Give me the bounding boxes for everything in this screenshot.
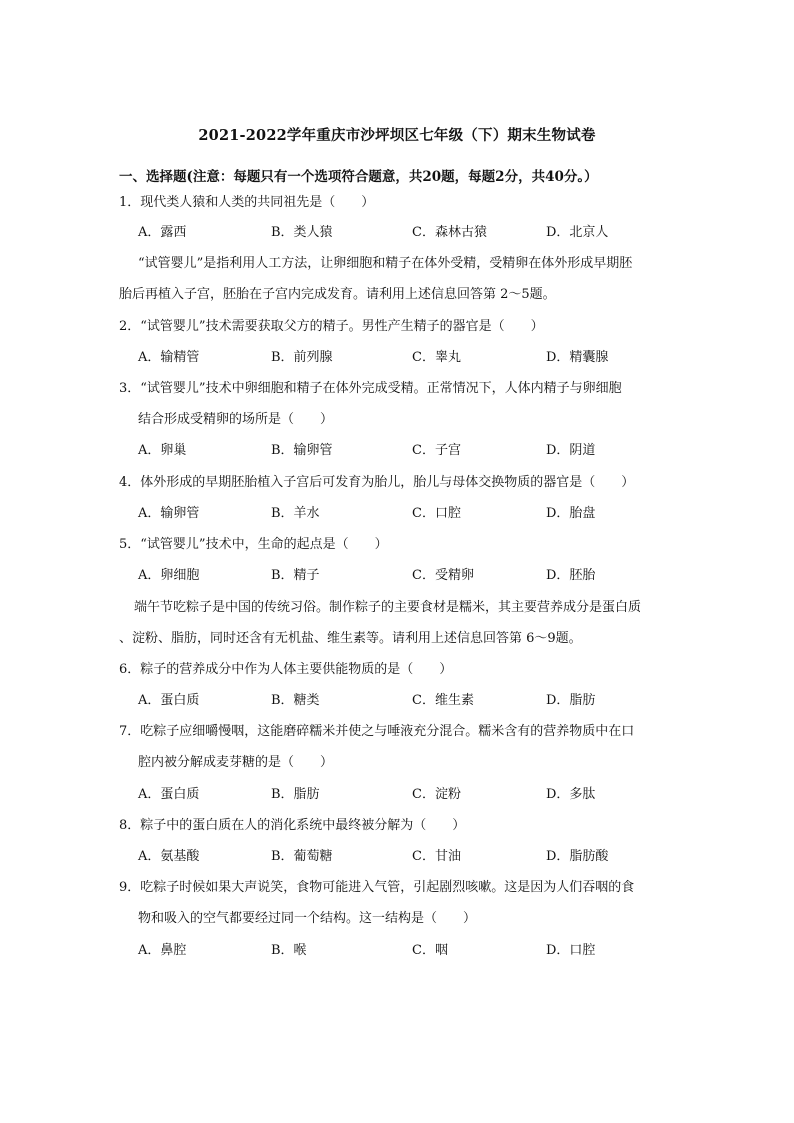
question-1-options — [0, 221, 794, 239]
option-c: C．口腔 — [412, 506, 461, 521]
option-b: B．喉 — [271, 943, 307, 958]
option-a: A．输卵管 — [138, 506, 200, 521]
question-6-options — [0, 689, 794, 707]
question-5-options — [0, 564, 794, 582]
option-d: D．北京人 — [546, 225, 609, 240]
question-2-stem: 2．“试管婴儿”技术需要获取父方的精子。男性产生精子的器官是（ ） — [119, 319, 544, 334]
question-9-stem-line-2: 物和吸入的空气都要经过同一个结构。这一结构是（ ） — [138, 911, 477, 926]
page-title: 2021-2022学年重庆市沙坪坝区七年级（下）期末生物试卷 — [198, 127, 596, 144]
option-a: A．卵巢 — [138, 443, 187, 458]
option-b: B．脂肪 — [271, 787, 320, 802]
option-d: D．口腔 — [546, 943, 596, 958]
option-c: C．咽 — [412, 943, 448, 958]
question-9-stem-line-1: 9．吃粽子时候如果大声说笑，食物可能进入气管，引起剧烈咳嗽。这是因为人们吞咽的食 — [119, 880, 635, 895]
option-b: B．输卵管 — [271, 443, 333, 458]
option-c: C．子宫 — [412, 443, 461, 458]
option-d: D．多肽 — [546, 787, 596, 802]
option-c: C．受精卵 — [412, 568, 474, 583]
question-5-stem: 5．“试管婴儿”技术中，生命的起点是（ ） — [119, 537, 388, 552]
passage-1-line-1: “试管婴儿”是指利用人工方法，让卵细胞和精子在体外受精，受精卵在体外形成早期胚 — [138, 256, 633, 271]
option-d: D．脂肪酸 — [546, 849, 609, 864]
option-b: B．前列腺 — [271, 350, 333, 365]
question-4-stem: 4．体外形成的早期胚胎植入子宫后可发育为胎儿，胎儿与母体交换物质的器官是（ ） — [119, 475, 635, 490]
question-7-options — [0, 783, 794, 801]
option-a: A．卵细胞 — [138, 568, 200, 583]
option-a: A．露西 — [138, 225, 187, 240]
question-3-stem-line-1: 3．“试管婴儿”技术中卵细胞和精子在体外完成受精。正常情况下，人体内精子与卵细胞 — [119, 381, 622, 396]
option-c: C．睾丸 — [412, 350, 461, 365]
passage-2-line-2: 、淀粉、脂肪，同时还含有无机盐、维生素等。请利用上述信息回答第 6～9题。 — [119, 631, 582, 646]
question-1-stem: 1．现代类人猿和人类的共同祖先是（ ） — [119, 195, 375, 210]
option-c: C．淀粉 — [412, 787, 461, 802]
question-9-options — [0, 939, 794, 957]
option-d: D．胎盘 — [546, 506, 596, 521]
option-c: C．甘油 — [412, 849, 461, 864]
option-d: D．脂肪 — [546, 693, 596, 708]
question-3-stem-line-2: 结合形成受精卵的场所是（ ） — [138, 412, 334, 427]
option-a: A．鼻腔 — [138, 943, 187, 958]
option-c: C．维生素 — [412, 693, 474, 708]
option-b: B．糖类 — [271, 693, 320, 708]
option-b: B．精子 — [271, 568, 320, 583]
option-c: C．森林古猿 — [412, 225, 487, 240]
option-b: B．葡萄糖 — [271, 849, 333, 864]
question-7-stem-line-1: 7．吃粽子应细嚼慢咽，这能磨碎糯米并使之与唾液充分混合。糯米含有的营养物质中在口 — [119, 724, 635, 739]
section-heading: 一、选择题(注意：每题只有一个选项符合题意，共20题，每题2分，共40分。） — [119, 169, 598, 185]
option-a: A．输精管 — [138, 350, 200, 365]
option-b: B．羊水 — [271, 506, 320, 521]
question-6-stem: 6．粽子的营养成分中作为人体主要供能物质的是（ ） — [119, 662, 453, 677]
option-a: A．蛋白质 — [138, 693, 200, 708]
question-2-options — [0, 346, 794, 364]
option-d: D．精囊腺 — [546, 350, 609, 365]
option-d: D．阴道 — [546, 443, 596, 458]
question-3-options — [0, 439, 794, 457]
option-a: A．蛋白质 — [138, 787, 200, 802]
passage-2-line-1: 端午节吃粽子是中国的传统习俗。制作粽子的主要食材是糯米，其主要营养成分是蛋白质 — [134, 600, 642, 615]
question-8-stem: 8．粽子中的蛋白质在人的消化系统中最终被分解为（ ） — [119, 818, 466, 833]
question-8-options — [0, 845, 794, 863]
option-b: B．类人猿 — [271, 225, 333, 240]
option-a: A．氨基酸 — [138, 849, 200, 864]
passage-1-line-2: 胎后再植入子宫，胚胎在子宫内完成发育。请利用上述信息回答第 2～5题。 — [119, 287, 556, 302]
question-7-stem-line-2: 腔内被分解成麦芽糖的是（ ） — [138, 755, 334, 770]
option-d: D．胚胎 — [546, 568, 596, 583]
question-4-options — [0, 502, 794, 520]
